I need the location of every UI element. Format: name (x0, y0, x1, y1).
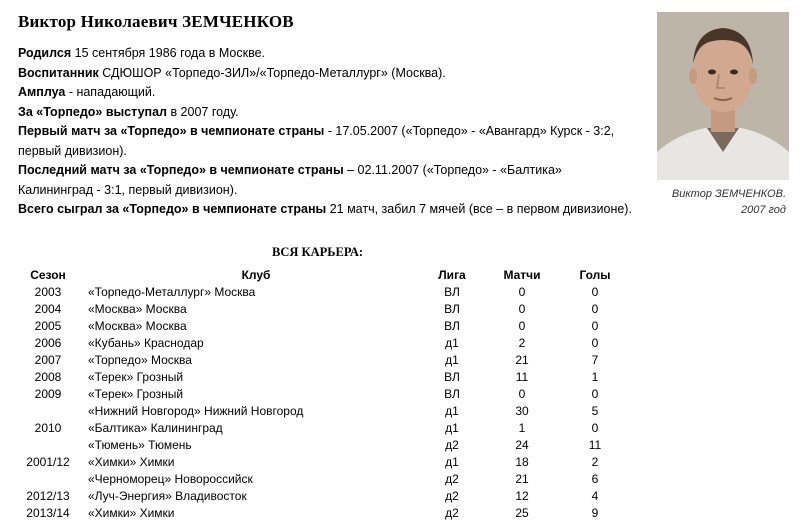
header-goals: Голы (579, 267, 611, 282)
table-row: 2010 «Балтика» Калининград д1 1 0 (34, 420, 599, 435)
career-table (18, 266, 626, 521)
table-row: 2001/12 «Химки» Химки д1 18 2 (26, 454, 599, 469)
table-row: «Черноморец» Новороссийск д2 21 6 (88, 471, 599, 486)
photo-caption-name: Виктор ЗЕМЧЕНКОВ. (671, 188, 786, 200)
bio-total: Всего сыграл за «Торпедо» в чемпионате страны 21 матч, забил 7 мячей (все – в первом дивизионе). (18, 202, 632, 216)
photo-caption-year: 2007 год (740, 204, 786, 216)
bio-last-match: Последний матч за «Торпедо» в чемпионате страны – 02.11.2007 («Торпедо» - «Балтика» Калининград - 3:1, первый дивизион). (18, 163, 562, 197)
biography (18, 44, 638, 220)
table-row: 2013/14 «Химки» Химки д2 25 9 (26, 505, 599, 520)
bio-youth-school: Воспитанник СДЮШОР «Торпедо-ЗИЛ»/«Торпедо-Металлург» (Москва). (18, 65, 446, 80)
table-row: 2012/13 «Луч-Энергия» Владивосток д2 12 4 (26, 488, 599, 503)
table-row: 2008 «Терек» Грозный ВЛ 11 1 (34, 369, 599, 384)
table-row: 2007 «Торпедо» Москва д1 21 7 (34, 352, 599, 367)
table-row: 2009 «Терек» Грозный ВЛ 0 0 (34, 386, 599, 401)
bio-born: Родился 15 сентября 1986 года в Москве. (18, 46, 266, 60)
career-header-row (18, 266, 626, 283)
career-title: ВСЯ КАРЬЕРА: (272, 245, 364, 259)
header-season: Сезон (30, 267, 66, 282)
table-row: 2003 «Торпедо-Металлург» Москва ВЛ 0 0 (34, 284, 599, 299)
header-matches: Матчи (503, 267, 541, 282)
player-photo (657, 12, 789, 180)
table-row: 2006 «Кубань» Краснодар д1 2 0 (34, 335, 599, 350)
bio-first-match: Первый матч за «Торпедо» в чемпионате страны - 17.05.2007 («Торпедо» - «Авангард» Курск - 3:2, первый дивизион). (18, 124, 615, 158)
header-league: Лига (438, 267, 466, 282)
bio-position: Амплуа - нападающий. (18, 85, 156, 99)
table-row: «Тюмень» Тюмень д2 24 11 (88, 437, 602, 452)
table-row: «Нижний Новгород» Нижний Новгород д1 30 5 (88, 403, 599, 418)
photo-caption (640, 186, 786, 218)
table-row: 2005 «Москва» Москва ВЛ 0 0 (34, 318, 599, 333)
page-title: Виктор Николаевич ЗЕМЧЕНКОВ (18, 12, 294, 31)
player-portrait-icon (657, 12, 789, 180)
bio-played-years: За «Торпедо» выступал в 2007 году. (18, 104, 239, 119)
table-row: 2004 «Москва» Москва ВЛ 0 0 (34, 301, 599, 316)
header-club: Клуб (241, 267, 271, 282)
